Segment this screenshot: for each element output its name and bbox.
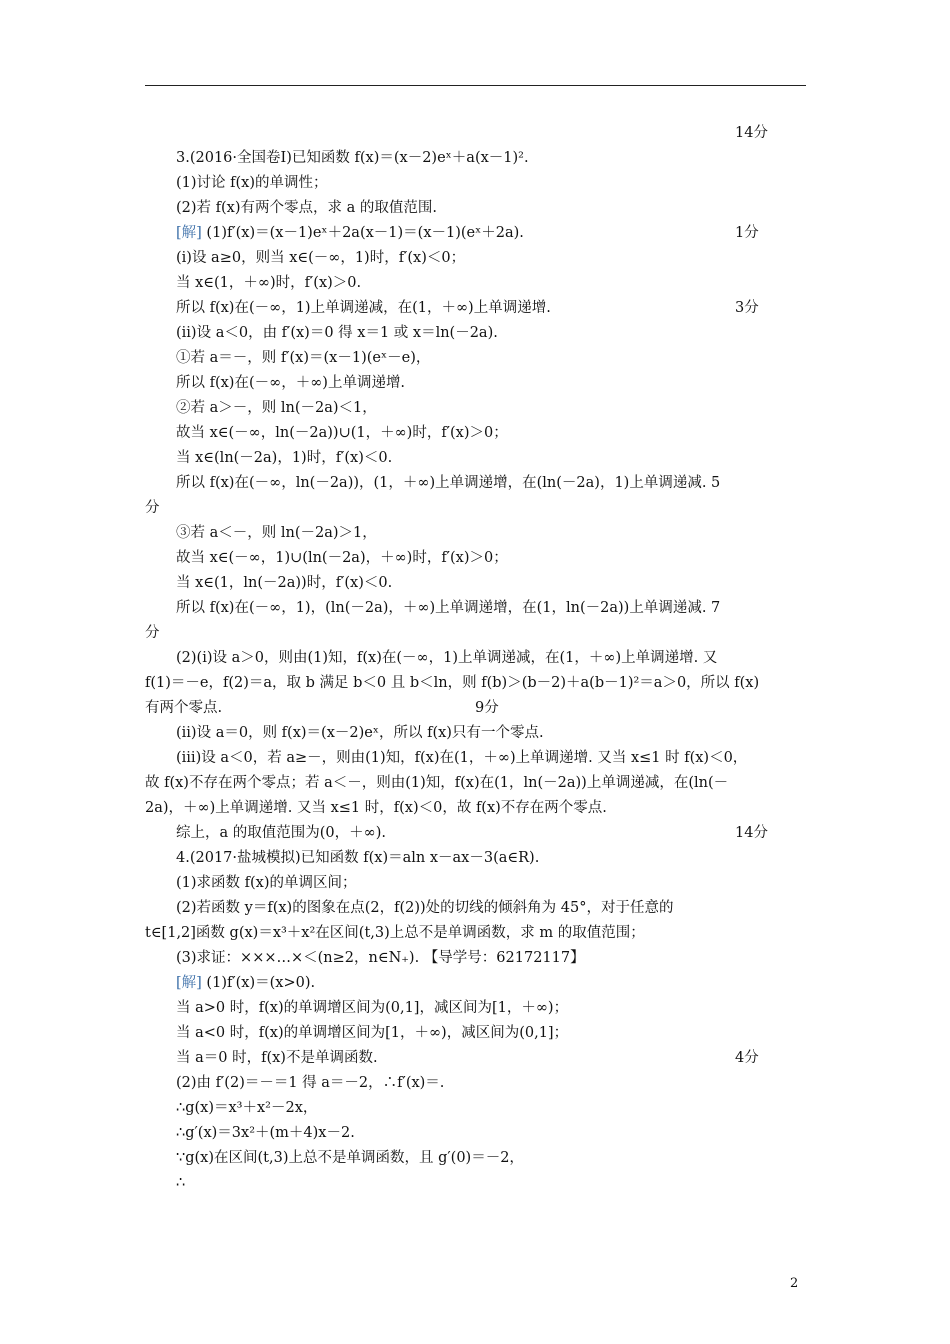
line-text bbox=[176, 374, 405, 392]
line-content: (2)(ⅰ)设 a＞0，则由(1)知，f(x)在(－∞，1)上单调递减，在(1，＋∞)上单调递增. 又 bbox=[176, 650, 718, 666]
line-content: (2)若函数 y＝f(x)的图象在点(2，f(2))处的切线的倾斜角为 45°，对于任意的 bbox=[176, 900, 674, 916]
line-content: (1)讨论 f(x)的单调性； bbox=[176, 175, 328, 191]
line-text bbox=[176, 1049, 378, 1067]
line-text bbox=[176, 524, 377, 542]
line-text bbox=[176, 874, 357, 892]
line-text bbox=[176, 724, 544, 742]
line-text bbox=[176, 299, 551, 317]
line-content: (2)若 f(x)有两个零点，求 a 的取值范围. bbox=[176, 200, 437, 216]
line-content: ∴g(x)＝x³＋x²－2x， bbox=[176, 1100, 318, 1116]
line-content: 故当 x∈(－∞，ln(－2a))∪(1，＋∞)时，f′(x)＞0； bbox=[176, 425, 508, 441]
line-content: 分 bbox=[145, 500, 160, 516]
line-content: (3)求证：×××…×＜(n≥2，n∈N₊). 【导学号：62172117】 bbox=[176, 950, 585, 966]
line-content: 当 x∈(1，＋∞)时，f′(x)＞0. bbox=[176, 275, 362, 291]
page-number: 2 bbox=[790, 1276, 799, 1291]
line-text bbox=[176, 449, 392, 467]
line-content: 3.(2016·全国卷Ⅰ)已知函数 f(x)＝(x－2)eˣ＋a(x－1)². bbox=[176, 150, 529, 166]
line-text bbox=[145, 499, 160, 517]
line-content: 当 a＝0 时，f(x)不是单调函数. bbox=[176, 1050, 378, 1066]
line-content: 故 f(x)不存在两个零点；若 a＜－，则由(1)知，f(x)在(1，ln(－2a))上单调递减，在(ln(－ bbox=[145, 775, 729, 791]
line-content: ②若 a＞－，则 ln(－2a)＜1， bbox=[176, 400, 377, 416]
line-content: ∴g′(x)＝3x²＋(m＋4)x－2. bbox=[176, 1125, 355, 1141]
line-text bbox=[176, 1149, 524, 1167]
solution-marker: [解] bbox=[176, 975, 202, 991]
line-content: ∵g(x)在区间(t,3)上总不是单调函数，且 g′(0)＝－2， bbox=[176, 1150, 524, 1166]
line-text bbox=[176, 599, 720, 617]
line-text bbox=[176, 749, 747, 767]
score-mark: 4分 bbox=[735, 1050, 759, 1066]
score-mark: 14分 bbox=[735, 825, 768, 841]
line-text bbox=[176, 349, 430, 367]
line-text bbox=[176, 149, 529, 167]
line-content: 当 a>0 时，f(x)的单调增区间为(0,1]，减区间为[1，＋∞)； bbox=[176, 1000, 569, 1016]
line-content: f(1)＝－e，f(2)＝a，取 b 满足 b＜0 且 b＜ln，则 f(b)＞(b－2)＋a(b－1)²＝a＞0，所以 f(x) bbox=[145, 675, 760, 691]
line-text bbox=[176, 649, 717, 667]
line-text bbox=[176, 899, 673, 917]
score-mark: 14分 bbox=[735, 125, 768, 141]
line-content: 所以 f(x)在(－∞，1)上单调递减，在(1，＋∞)上单调递增. bbox=[176, 300, 551, 316]
score-mark: 1分 bbox=[735, 225, 759, 241]
line-text bbox=[176, 824, 386, 842]
line-text bbox=[176, 1099, 317, 1117]
line-text bbox=[176, 949, 585, 967]
line-text bbox=[176, 1174, 185, 1192]
line-content: ③若 a＜－，则 ln(－2a)＞1， bbox=[176, 525, 377, 541]
line-text bbox=[176, 474, 720, 492]
line-text bbox=[176, 1074, 444, 1092]
line-text bbox=[145, 924, 645, 942]
header-rule bbox=[145, 85, 806, 86]
line-text bbox=[176, 249, 465, 267]
line-content: (2)由 f′(2)＝－＝1 得 a＝－2，∴f′(x)＝. bbox=[176, 1075, 445, 1091]
line-content: 当 x∈(ln(－2a)，1)时，f′(x)＜0. bbox=[176, 450, 393, 466]
line-content: 当 x∈(1，ln(－2a))时，f′(x)＜0. bbox=[176, 575, 393, 591]
line-content: t∈[1,2]函数 g(x)＝x³＋x²在区间(t,3)上总不是单调函数，求 m 的取值范围； bbox=[145, 925, 645, 941]
line-content: 4.(2017·盐城模拟)已知函数 f(x)＝aln x－ax－3(a∈R). bbox=[176, 850, 540, 866]
line-content: 2a)，＋∞)上单调递增. 又当 x≤1 时，f(x)＜0，故 f(x)不存在两个零点. bbox=[145, 800, 607, 816]
line-text bbox=[176, 974, 315, 992]
line-content: (ⅱ)设 a＜0，由 f′(x)＝0 得 x＝1 或 x＝ln(－2a). bbox=[176, 325, 498, 341]
line-content: 故当 x∈(－∞，1)∪(ln(－2a)，＋∞)时，f′(x)＞0； bbox=[176, 550, 508, 566]
line-content: 所以 f(x)在(－∞，＋∞)上单调递增. bbox=[176, 375, 406, 391]
line-text bbox=[145, 799, 607, 817]
line-content: ∴ bbox=[176, 1175, 186, 1191]
line-content: 当 a<0 时，f(x)的单调增区间为[1，＋∞)，减区间为(0,1]； bbox=[176, 1025, 569, 1041]
line-text bbox=[145, 674, 759, 692]
line-text bbox=[176, 224, 524, 242]
line-text bbox=[176, 424, 508, 442]
line-text bbox=[145, 699, 222, 717]
line-content: 所以 f(x)在(－∞，1)，(ln(－2a)，＋∞)上单调递增，在(1，ln(－2a))上单调递减. 7 bbox=[176, 600, 721, 616]
line-content: ①若 a＝－，则 f′(x)＝(x－1)(eˣ－e)， bbox=[176, 350, 431, 366]
line-content: 有两个零点. bbox=[145, 700, 223, 716]
line-text bbox=[176, 199, 437, 217]
line-text bbox=[176, 999, 568, 1017]
line-text bbox=[176, 549, 508, 567]
line-text bbox=[176, 174, 328, 192]
line-text bbox=[145, 624, 160, 642]
line-content: (1)f′(x)＝(x－1)eˣ＋2a(x－1)＝(x－1)(eˣ＋2a). bbox=[201, 225, 524, 241]
line-content: 所以 f(x)在(－∞，ln(－2a))，(1，＋∞)上单调递增，在(ln(－2a)，1)上单调递减. 5 bbox=[176, 475, 721, 491]
line-text bbox=[176, 1024, 568, 1042]
line-content: (ⅱ)设 a＝0，则 f(x)＝(x－2)eˣ，所以 f(x)只有一个零点. bbox=[176, 725, 544, 741]
line-text bbox=[145, 774, 728, 792]
solution-marker: [解] bbox=[176, 225, 202, 241]
line-text bbox=[176, 574, 392, 592]
line-text bbox=[176, 274, 361, 292]
line-text bbox=[176, 399, 377, 417]
line-content: 分 bbox=[145, 625, 160, 641]
line-content: (ⅲ)设 a＜0，若 a≥－，则由(1)知，f(x)在(1，＋∞)上单调递增. 又当 x≤1 时 f(x)＜0， bbox=[176, 750, 748, 766]
score-mark: 3分 bbox=[735, 300, 759, 316]
line-text bbox=[176, 849, 539, 867]
line-content: (1)f′(x)＝(x>0). bbox=[201, 975, 316, 991]
line-text bbox=[176, 1124, 355, 1142]
line-content: (1)求函数 f(x)的单调区间； bbox=[176, 875, 357, 891]
line-content: 综上，a 的取值范围为(0，＋∞). bbox=[176, 825, 386, 841]
score-mark: 9分 bbox=[475, 700, 499, 716]
line-text bbox=[176, 324, 498, 342]
line-content: (ⅰ)设 a≥0，则当 x∈(－∞，1)时，f′(x)＜0； bbox=[176, 250, 466, 266]
